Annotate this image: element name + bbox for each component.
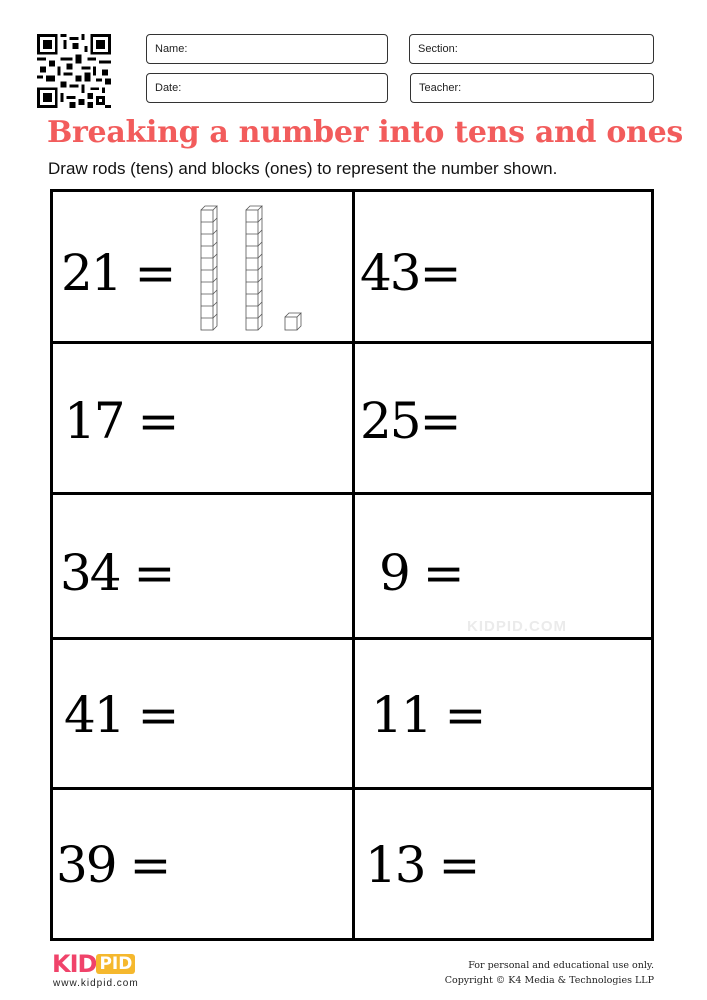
problem-label: 11 = [371,686,485,744]
section-label: Section: [418,43,458,55]
footer-usage-text: For personal and educational use only. [468,960,654,971]
grid-divider-vertical [352,192,355,938]
kidpid-logo [52,950,135,978]
date-field[interactable] [146,73,388,103]
footer-copyright-text: Copyright © K4 Media & Technologies LLP [444,975,654,986]
grid-divider [53,637,651,640]
name-label: Name: [155,43,188,55]
logo-kid-text: KID [52,950,97,978]
name-field[interactable] [146,34,388,64]
problem-label: 25= [360,392,460,450]
ones-block-icon [285,313,301,330]
instructions: Draw rods (tens) and blocks (ones) to represent the number shown. [48,159,558,178]
logo-pid-text: PID [96,954,135,974]
problem-label: 43= [360,244,460,302]
page-title: Breaking a number into tens and ones [47,115,683,150]
qr-code-icon [36,34,112,108]
teacher-label: Teacher: [419,82,462,94]
problem-label: 21 = [61,244,175,302]
tens-rod-icon [201,206,217,330]
footer-notice [445,958,654,988]
base-ten-blocks-example [196,205,306,335]
section-field[interactable] [409,34,654,64]
problem-label: 13 = [365,836,479,894]
grid-divider [53,787,651,790]
date-label: Date: [155,82,182,94]
problem-label: 41 = [64,686,178,744]
problem-label: 17 = [64,392,178,450]
problem-label: 34 = [60,544,174,602]
problem-grid [50,189,654,941]
grid-divider [53,341,651,344]
teacher-field[interactable] [410,73,654,103]
grid-divider [53,492,651,495]
problem-label: 39 = [56,836,170,894]
problem-label: 9 = [379,544,463,602]
brand-url: www.kidpid.com [53,978,139,989]
tens-rod-icon [246,206,262,330]
watermark: KIDPID.COM [467,618,567,635]
